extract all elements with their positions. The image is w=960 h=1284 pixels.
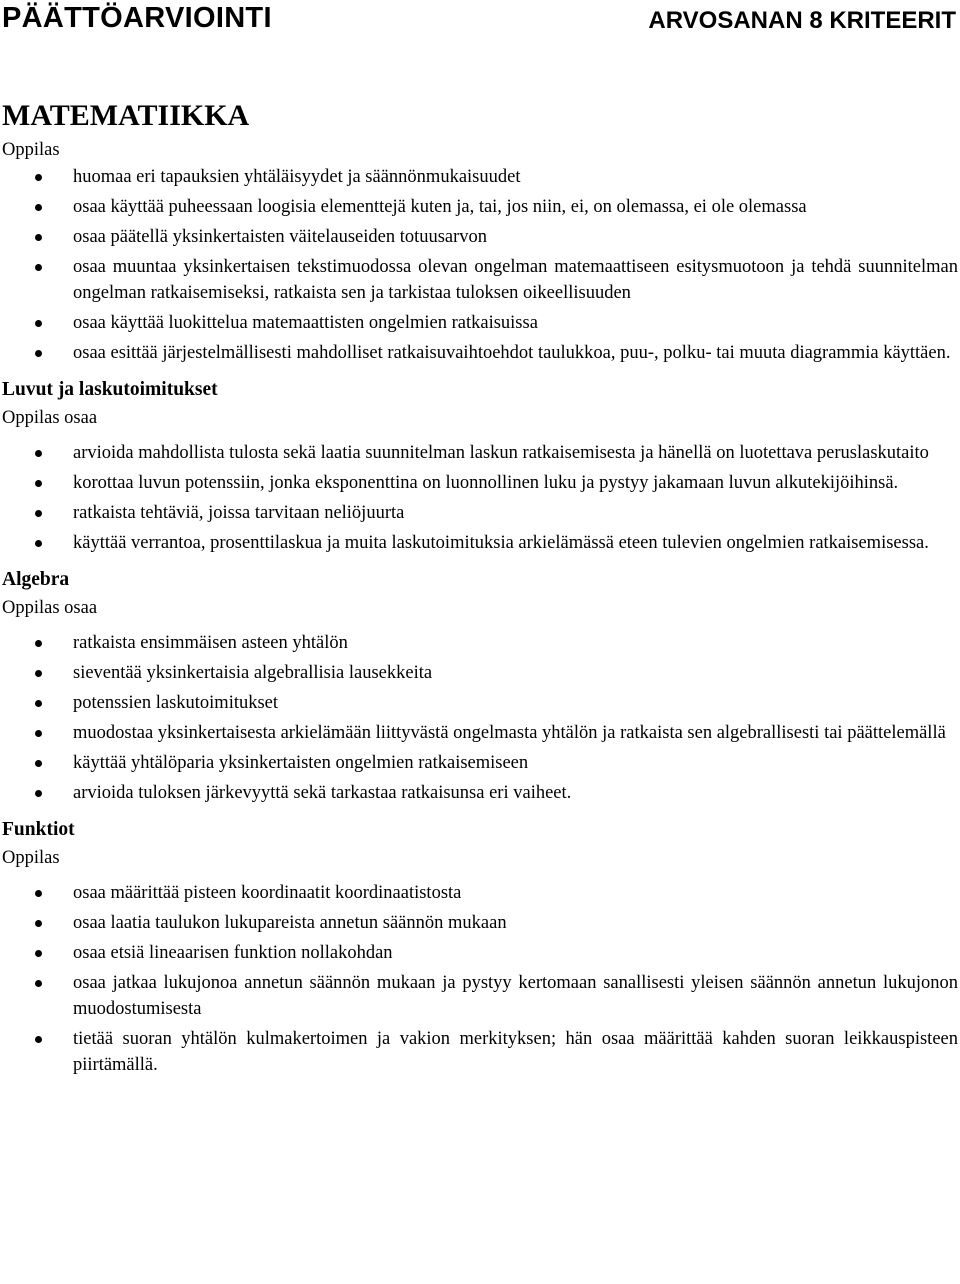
bullet-icon [35,350,42,357]
bullet-icon [35,920,42,927]
subject-title: MATEMATIIKKA [2,99,250,132]
spacer [2,1082,958,1088]
section-intro: Oppilas [2,848,60,868]
list-item-text: huomaa eri tapauksien yhtäläisyydet ja säännönmukaisuudet [73,167,521,187]
section [2,376,958,566]
list-item [2,1026,958,1078]
list-item [2,940,958,966]
bullet-icon [35,640,42,647]
bullet-icon [35,890,42,897]
list-item [2,440,958,466]
section-intro: Oppilas [2,140,60,160]
list-item-text: ratkaista ensimmäisen asteen yhtälön [73,633,348,653]
list-item [2,690,958,716]
list-item-text: arvioida mahdollista tulosta sekä laatia suunnitelman laskun ratkaisemisesta ja hänellä on luotettava peruslaskutaito [73,443,929,463]
list-item [2,720,958,746]
section-title: Luvut ja laskutoimitukset [2,379,218,400]
list-item [2,780,958,806]
list-item-text: osaa esittää järjestelmällisesti mahdolliset ratkaisuvaihtoehdot taulukkoa, puu-, polku- tai muuta diagrammia käyttäen. [73,343,951,363]
bullet-icon [35,1036,42,1043]
bullet-icon [35,730,42,737]
list-item-text: käyttää verrantoa, prosenttilaskua ja muita laskutoimituksia arkielämässä eteen tulevien ongelmien ratkaisemisessa. [73,533,929,553]
list-item [2,630,958,656]
list-item [2,224,958,250]
page-header [0,0,960,40]
list-item-text: osaa päätellä yksinkertaisten väitelauseiden totuusarvon [73,227,488,247]
bullet-icon [35,174,42,181]
list-item-text: sieventää yksinkertaisia algebrallisia lausekkeita [73,663,433,683]
list-item-text: käyttää yhtälöparia yksinkertaisten ongelmien ratkaisemiseen [73,753,529,773]
section [2,816,958,1088]
document-body [2,96,958,1088]
list-item-text: osaa laatia taulukon lukupareista annetun säännön mukaan [73,913,507,933]
list-item-text: osaa käyttää luokittelua matemaattisten ongelmien ratkaisuissa [73,313,538,333]
list-item [2,500,958,526]
bullet-icon [35,510,42,517]
spacer [2,432,958,440]
list-item-text: osaa muuntaa yksinkertaisen tekstimuodossa olevan ongelman matemaattiseen esitysmuotoon ja tehdä suunnitelman ongelman ratkaisemiseksi, ratkaista sen ja tarkistaa tuloksen oikeellisuuden [73,257,958,303]
bullet-icon [35,790,42,797]
section [2,136,958,376]
grade-criteria-title: ARVOSANAN 8 KRITEERIT [648,7,956,34]
list-item-text: osaa etsiä lineaarisen funktion nollakohdan [73,943,393,963]
criteria-list [2,630,958,806]
list-item [2,340,958,366]
list-item [2,530,958,556]
bullet-icon [35,760,42,767]
criteria-list [2,164,958,366]
list-item-text: osaa käyttää puheessaan loogisia elementtejä kuten ja, tai, jos niin, ei, on olemassa, ei ole olemassa [73,197,807,217]
list-item [2,970,958,1022]
list-item-text: muodostaa yksinkertaisesta arkielämään liittyvästä ongelmasta yhtälön ja ratkaista sen algebrallisesti tai päättelemällä [73,723,946,743]
list-item-text: ratkaista tehtäviä, joissa tarvitaan neliöjuurta [73,503,405,523]
section-title: Algebra [2,569,70,590]
bullet-icon [35,980,42,987]
spacer [2,622,958,630]
sections [2,136,958,1088]
document-title: PÄÄTTÖARVIOINTI [2,2,272,34]
bullet-icon [35,950,42,957]
bullet-icon [35,450,42,457]
list-item-text: potenssien laskutoimitukset [73,693,279,713]
list-item [2,194,958,220]
bullet-icon [35,670,42,677]
bullet-icon [35,204,42,211]
list-item [2,254,958,306]
list-item-text: osaa määrittää pisteen koordinaatit koordinaatistosta [73,883,462,903]
list-item [2,470,958,496]
spacer [2,872,958,880]
list-item [2,310,958,336]
list-item [2,164,958,190]
bullet-icon [35,540,42,547]
list-item [2,750,958,776]
section-intro: Oppilas osaa [2,598,98,618]
section [2,566,958,816]
list-item-text: tietää suoran yhtälön kulmakertoimen ja vakion merkityksen; hän osaa määrittää kahden suoran leikkauspisteen piirtämällä. [73,1029,958,1075]
list-item [2,910,958,936]
bullet-icon [35,480,42,487]
list-item-text: korottaa luvun potenssiin, jonka eksponenttina on luonnollinen luku ja pystyy jakamaan luvun alkutekijöihinsä. [73,473,899,493]
criteria-list [2,880,958,1078]
list-item [2,660,958,686]
section-intro: Oppilas osaa [2,408,98,428]
list-item-text: osaa jatkaa lukujonoa annetun säännön mukaan ja pystyy kertomaan sanallisesti yleisen säännön annetun lukujonon muodostumisesta [73,973,958,1019]
bullet-icon [35,264,42,271]
criteria-list [2,440,958,556]
bullet-icon [35,700,42,707]
list-item [2,880,958,906]
bullet-icon [35,320,42,327]
bullet-icon [35,234,42,241]
list-item-text: arvioida tuloksen järkevyyttä sekä tarkastaa ratkaisunsa eri vaiheet. [73,783,572,803]
section-title: Funktiot [2,819,75,840]
